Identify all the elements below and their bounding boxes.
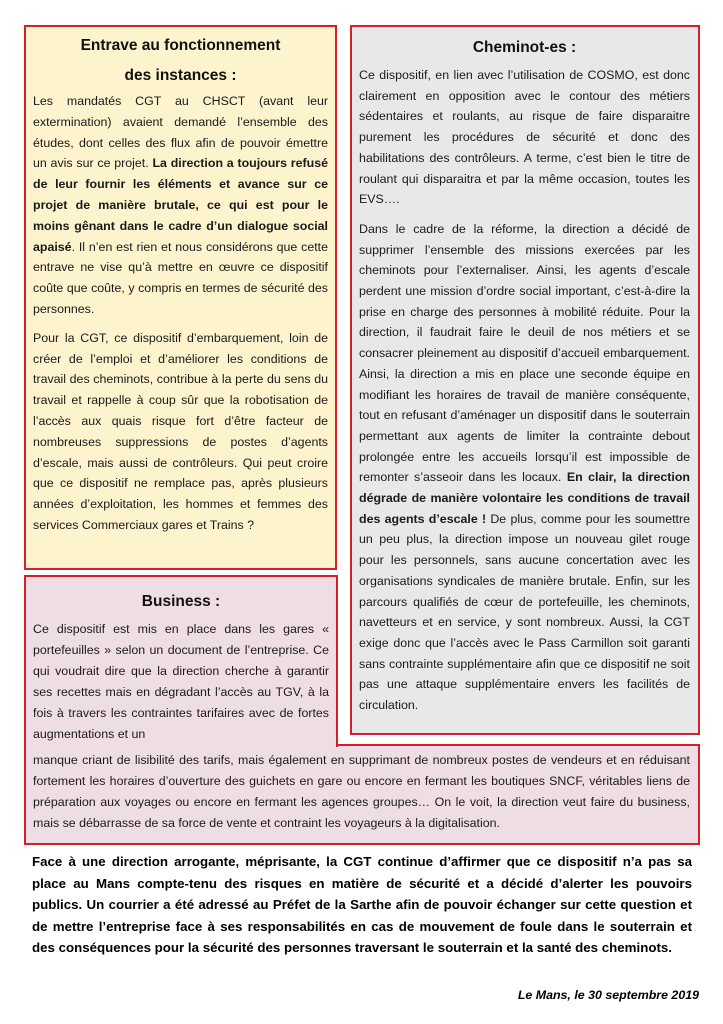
business-paragraph-top: Ce dispositif est mis en place dans les gares « portefeuilles » selon un document de l’entreprise. Ce qui voudrait dire que la direction cherche à garantir ses recettes mais en dégradant l’accès au TGV, à la fois à travers les contraintes tarifaires avec de fortes augmentations et un: [33, 622, 329, 741]
business-box-joiner: [27, 741, 336, 747]
cheminot-title: Cheminot-es :: [472, 39, 577, 56]
entrave-paragraph-2: Pour la CGT, ce dispositif d’embarquement, loin de créer de l’emploi et d’améliorer les conditions de travail des cheminots, contribue à la perte du sens du travail et rappelle à coup sûr que la robotisation de l’accès aux quais risque fort d’être facteur de nombreuses suppressions de postes d’agents d’escale, mais aussi de contrôleurs. Qui peut croire que ce dispositif ne remplace pas, après plusieurs années d’exploitation, les hommes et femmes des services Commerciaux gares et Trains ?: [33, 330, 328, 532]
cheminot-paragraph-1: Ce dispositif, en lien avec l’utilisation de COSMO, est donc clairement en opposition avec le contour des métiers sédentaires et roulants, au risque de faire disparaitre purement les procédures de sécurité et donc des habilitations des contrôleurs. A terme, c’est bien le titre de roulant qui disparaitra et par la même occasion, toutes les EVS….: [359, 68, 690, 207]
cheminot-section: [350, 25, 700, 735]
entrave-p1-text-b: . Il n’en est rien et nous considérons que cette entrave ne vise qu’à mettre en œuvre ce dispositif coûte que coûte, y compris en termes de sécurité des personnes.: [33, 239, 328, 316]
cheminot-p2-text-a: Dans le cadre de la réforme, la direction a décidé de supprimer l’ensemble des missions exercées par les cheminots pour l’externaliser. Ainsi, les agents d’escale perdent une mission d’ordre social important, c’est-à-dire la prise en charge des personnes à mobilité réduite. Pour la direction, il faudrait faire le deuil de nos métiers et se consacrer pleinement au dispositif d’accueil embarquement. Ainsi, la direction a mis en place une seconde équipe en modifiant les horaires de travail de manière conséquente, tout en refusant d’aménager un dispositif dans le souterrain permettant aux agents de limiter la contrainte debout prolongée entre les accueils lorsqu’il est impossible de remonter s’asseoir dans les locaux.: [359, 221, 690, 485]
business-title: Business :: [141, 593, 221, 610]
cheminot-p2-bold: En clair, la direction dégrade de manière volontaire les conditions de travail des agents d’escale !: [359, 470, 690, 526]
signature-date: Le Mans, le 30 septembre 2019: [517, 988, 699, 1002]
conclusion-paragraph: Face à une direction arrogante, méprisante, la CGT continue d’affirmer que ce dispositif n’a pas sa place au Mans compte-tenu des risques en matière de sécurité et a décidé d’alerter les pouvoirs publics. Un courrier a été adressé au Préfet de la Sarthe afin de pouvoir échanger sur cette question et de mettre l’entreprise face à ses responsabilités en cas de mouvement de foule dans le souterrain et des conséquences pour la sécurité des personnes traversant le souterrain et la santé des cheminots.: [32, 854, 692, 956]
cheminot-paragraph-2: [359, 219, 690, 716]
entrave-section: [24, 25, 337, 570]
entrave-p1-text-a: Les mandatés CGT au CHSCT (avant leur extermination) avaient demandé l’ensemble des études, dont celles des flux afin de pouvoir émettre un avis sur ce projet.: [33, 94, 328, 171]
business-section: [24, 575, 338, 747]
cheminot-p2-text-b: De plus, comme pour les soumettre un peu plus, la direction impose un nouveau gilet rouge pour les personnels, sans aucune concertation avec les organisations syndicales de manière brutale. Enfin, sur les parcours qualifiés de cœur de portefeuille, les cheminots, navetteurs et en service, y sont nombreux. Aussi, la CGT exige donc que l’accès avec le Pass Carmillon soit garanti sans contrainte supplémentaire afin que ce dispositif ne soit pas une attaque supplémentaire envers les facilités de circulation.: [359, 511, 690, 713]
entrave-paragraph-1: [33, 91, 328, 320]
entrave-title-line2: des instances :: [124, 67, 237, 84]
business-paragraph-bottom: manque criant de lisibilité des tarifs, mais également en supprimant de nombreux postes de vendeurs et en réduisant fortement les horaires d’ouverture des guichets en gare ou encore en fermant les boutiques SNCF, véritables liens de préparation aux voyages ou encore en fermant les agences groupes… On le voit, la direction veut faire du business, mais se débarrasse de sa force de vente et contraint les voyageurs à la digitalisation.: [33, 753, 690, 830]
entrave-title-line1: Entrave au fonctionnement: [80, 37, 281, 54]
business-section-continued: [24, 744, 700, 845]
entrave-p1-bold: La direction a toujours refusé de leur fournir les éléments et avance sur ce projet de manière brutale, ce qui est pour le moins gênant dans le cadre d’un dialogue social apaisé: [33, 156, 328, 254]
